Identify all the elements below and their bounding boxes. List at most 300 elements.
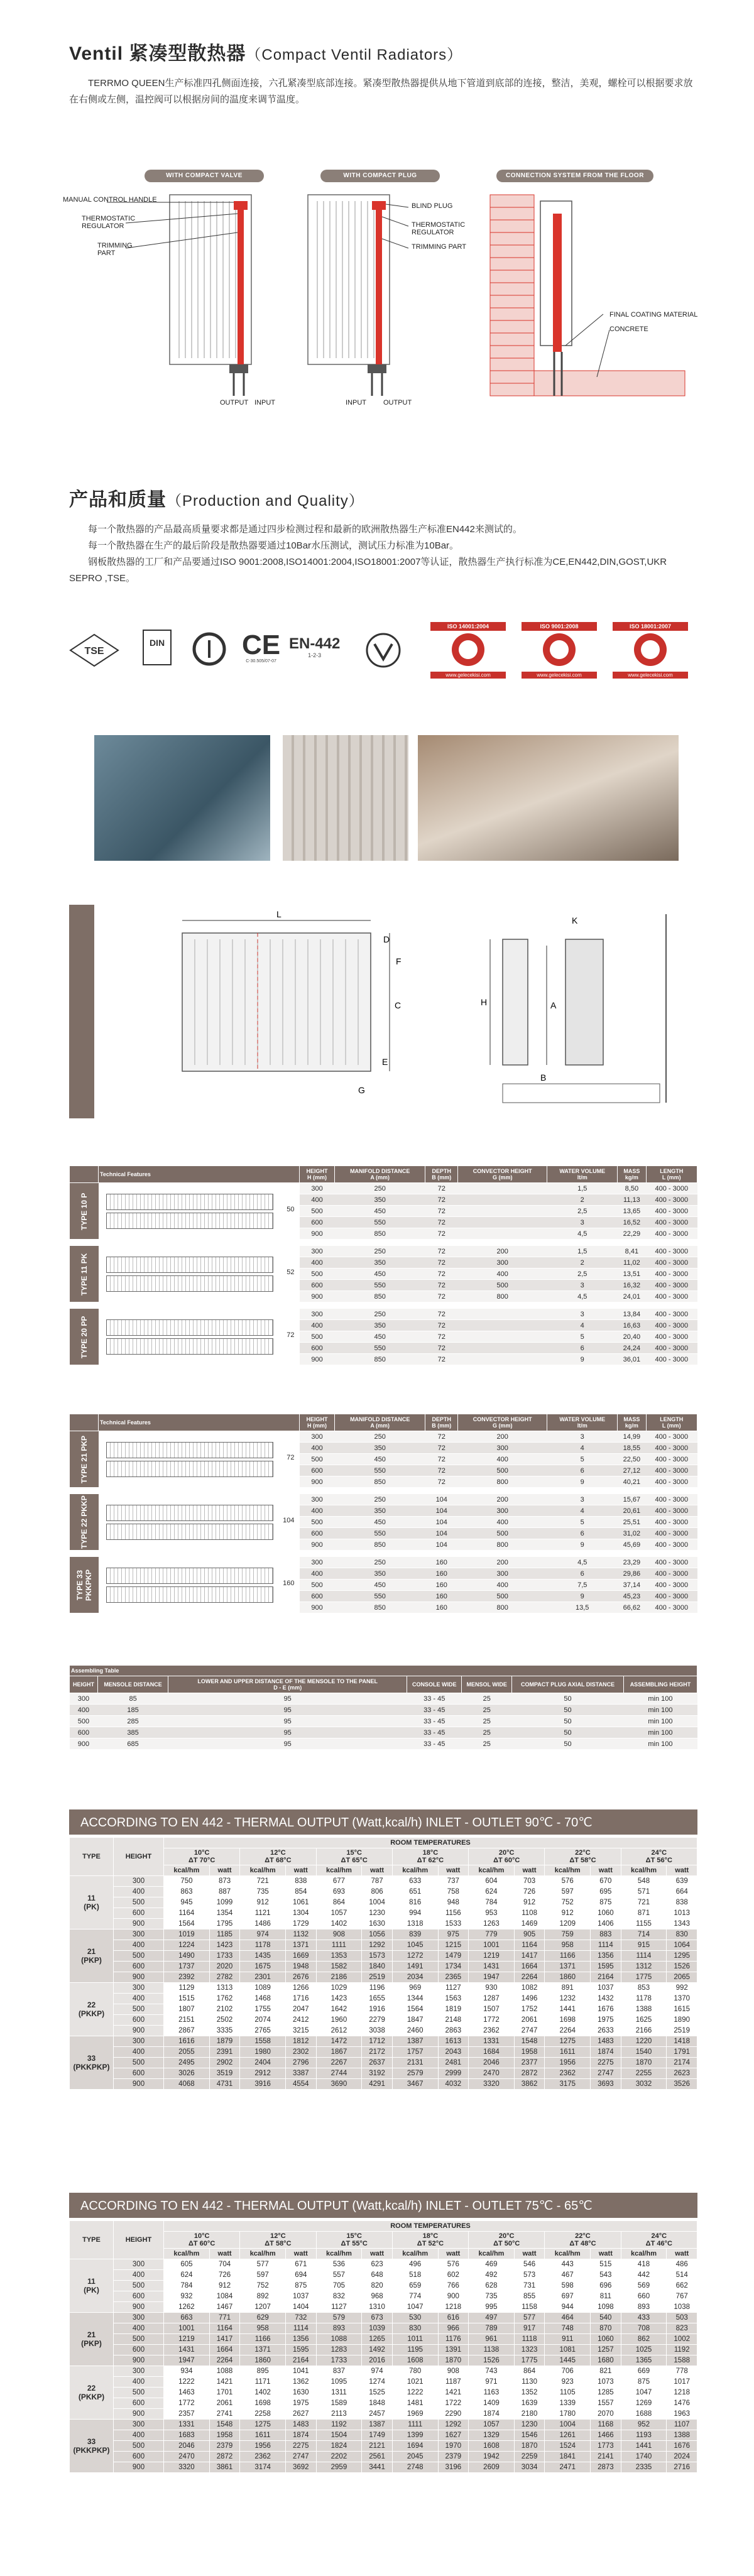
table-cell: 72 bbox=[425, 1269, 458, 1280]
table-cell: 600 bbox=[114, 2291, 164, 2302]
table-cell: 1431 bbox=[164, 2345, 210, 2355]
table-cell: 2633 bbox=[591, 2026, 621, 2036]
table-cell: 2379 bbox=[209, 2441, 239, 2452]
table-cell: 185 bbox=[97, 1705, 168, 1716]
table-cell: 3026 bbox=[164, 2068, 210, 2079]
table-row bbox=[70, 1940, 697, 1951]
table-cell: 669 bbox=[621, 2366, 667, 2377]
table-cell: 400 - 3000 bbox=[646, 1194, 697, 1206]
table-cell bbox=[458, 1206, 547, 1217]
label-output-2: OUTPUT bbox=[383, 399, 412, 407]
table-cell: 915 bbox=[621, 1940, 667, 1951]
table-cell: 29,86 bbox=[618, 1568, 646, 1580]
table-row bbox=[70, 1183, 697, 1194]
table-cell: 1683 bbox=[164, 2430, 210, 2441]
table-cell: 250 bbox=[335, 1557, 425, 1568]
type-label: TYPE 22 PKKP bbox=[70, 1494, 99, 1551]
table-cell: 400 - 3000 bbox=[646, 1465, 697, 1476]
table-cell: 2377 bbox=[514, 2058, 544, 2068]
table-cell: 1441 bbox=[621, 2441, 667, 2452]
table-cell: 160 bbox=[425, 1557, 458, 1568]
table-cell: 703 bbox=[514, 1876, 544, 1887]
table-cell: 1056 bbox=[362, 1929, 392, 1940]
table-cell: 1507 bbox=[469, 2004, 515, 2015]
table-cell: 685 bbox=[97, 1738, 168, 1750]
table-cell: 891 bbox=[545, 1983, 591, 1994]
table-cell: 1472 bbox=[316, 2036, 362, 2047]
table-cell: 800 bbox=[458, 1476, 547, 1488]
table-cell: 2744 bbox=[316, 2068, 362, 2079]
table-cell: 2290 bbox=[438, 2409, 468, 2420]
table-cell: 2392 bbox=[164, 1972, 210, 1983]
table-cell: 1274 bbox=[362, 2377, 392, 2388]
table-row bbox=[70, 2004, 697, 2015]
label-input-2: INPUT bbox=[346, 399, 366, 407]
ce-code: C-30.505/07-07 bbox=[246, 659, 276, 663]
table-cell: 1164 bbox=[209, 2323, 239, 2334]
table-cell: 1524 bbox=[545, 2441, 591, 2452]
table-cell: 7,5 bbox=[547, 1580, 618, 1591]
table-cell: 1615 bbox=[667, 2004, 697, 2015]
table-cell: 400 bbox=[300, 1257, 335, 1269]
quality-section bbox=[69, 484, 697, 587]
table-cell: 24,24 bbox=[618, 1343, 646, 1354]
table-cell: 706 bbox=[545, 2366, 591, 2377]
table-cell: 400 - 3000 bbox=[646, 1269, 697, 1280]
table-cell: 944 bbox=[545, 2302, 591, 2313]
table-cell: 953 bbox=[469, 1908, 515, 1919]
table-row bbox=[70, 2398, 697, 2409]
table-cell: 823 bbox=[667, 2323, 697, 2334]
table-cell bbox=[458, 1320, 547, 1331]
table-cell: 1608 bbox=[469, 2441, 515, 2452]
table-cell: 905 bbox=[514, 1929, 544, 1940]
table-cell: 900 bbox=[300, 1476, 335, 1488]
table-cell: 25 bbox=[462, 1705, 512, 1716]
table-cell: 721 bbox=[621, 1897, 667, 1908]
table-cell: 1387 bbox=[362, 2420, 392, 2430]
table-cell: 1669 bbox=[286, 1951, 316, 1962]
radiator-section-drawing bbox=[99, 1431, 300, 1488]
table-cell: 1421 bbox=[438, 2388, 468, 2398]
table-cell: 1088 bbox=[209, 2366, 239, 2377]
table-cell: 1266 bbox=[286, 1983, 316, 1994]
table-cell: 3196 bbox=[438, 2462, 468, 2473]
table-cell: 450 bbox=[335, 1517, 425, 1528]
table-cell: 697 bbox=[545, 2291, 591, 2302]
table-cell: 1275 bbox=[240, 2420, 286, 2430]
table-cell: 1722 bbox=[438, 2398, 468, 2409]
table-cell: 1037 bbox=[286, 2291, 316, 2302]
table-cell: 2519 bbox=[667, 2026, 697, 2036]
table-cell: 4 bbox=[547, 1320, 618, 1331]
table-cell: 1463 bbox=[164, 2388, 210, 2398]
table-cell: 1230 bbox=[514, 2420, 544, 2430]
table-cell: 1733 bbox=[209, 1951, 239, 1962]
table-cell: 600 bbox=[114, 2398, 164, 2409]
table-cell: 1431 bbox=[469, 1962, 515, 1972]
table-cell: 923 bbox=[545, 2377, 591, 2388]
table-cell: 72 bbox=[425, 1465, 458, 1476]
table-cell bbox=[458, 1194, 547, 1206]
table-row bbox=[70, 1919, 697, 1929]
table-cell: 2335 bbox=[621, 2462, 667, 2473]
table-cell: 45,69 bbox=[618, 1539, 646, 1551]
table-cell: 2255 bbox=[621, 2068, 667, 2079]
table-cell: 300 bbox=[300, 1309, 335, 1320]
table-cell: 400 - 3000 bbox=[646, 1320, 697, 1331]
table-cell: 663 bbox=[164, 2313, 210, 2323]
table-cell: 469 bbox=[469, 2259, 515, 2270]
table-cell: 850 bbox=[335, 1602, 425, 1613]
table-cell: 900 bbox=[300, 1602, 335, 1613]
table-cell: 1762 bbox=[209, 1994, 239, 2004]
temp-header: 10°C ΔT 70°C bbox=[164, 1848, 240, 1865]
table-cell: 624 bbox=[469, 1887, 515, 1897]
table-cell: 2912 bbox=[240, 2068, 286, 2079]
table-cell: 1840 bbox=[362, 1962, 392, 1972]
table-cell: 104 bbox=[425, 1539, 458, 1551]
table-cell: 2046 bbox=[469, 2058, 515, 2068]
table-cell: 1105 bbox=[545, 2388, 591, 2398]
table-cell: 1039 bbox=[362, 2323, 392, 2334]
table-cell: 660 bbox=[621, 2291, 667, 2302]
table-cell: 1595 bbox=[286, 2345, 316, 2355]
table-cell: 33 - 45 bbox=[407, 1716, 462, 1727]
table-cell: 2061 bbox=[514, 2015, 544, 2026]
table-cell: 1185 bbox=[209, 1929, 239, 1940]
table-cell: 600 bbox=[70, 1727, 98, 1738]
table-cell: 1469 bbox=[514, 1919, 544, 1929]
table-cell: 72 bbox=[425, 1183, 458, 1194]
table-cell: 2863 bbox=[438, 2026, 468, 2036]
type-header: TYPE bbox=[70, 2221, 114, 2259]
table-cell: 1870 bbox=[514, 2441, 544, 2452]
temp-header: 22°C ΔT 58°C bbox=[545, 1848, 621, 1865]
table-cell: 1163 bbox=[469, 2388, 515, 2398]
table-cell: 2460 bbox=[392, 2026, 438, 2036]
table-cell: 450 bbox=[335, 1206, 425, 1217]
table-cell: 6 bbox=[547, 1568, 618, 1580]
table-row bbox=[70, 2323, 697, 2334]
table-cell: 912 bbox=[514, 1897, 544, 1908]
table-cell: 895 bbox=[240, 2366, 286, 2377]
table-row bbox=[70, 1908, 697, 1919]
table-cell: 1178 bbox=[240, 1940, 286, 1951]
table-cell: 853 bbox=[621, 1983, 667, 1994]
table-cell: 300 bbox=[114, 2313, 164, 2323]
table-cell: 870 bbox=[591, 2323, 621, 2334]
table-cell: 400 - 3000 bbox=[646, 1206, 697, 1217]
table-cell: 550 bbox=[335, 1217, 425, 1228]
table-cell: 4,5 bbox=[547, 1228, 618, 1240]
table-cell: 1312 bbox=[621, 1962, 667, 1972]
table-row bbox=[70, 2259, 697, 2270]
table-cell: 1486 bbox=[240, 1919, 286, 1929]
table-cell: 900 bbox=[70, 1738, 98, 1750]
table-cell: 1057 bbox=[469, 2420, 515, 2430]
table-cell: 2148 bbox=[438, 2015, 468, 2026]
table-cell: 2046 bbox=[164, 2441, 210, 2452]
table-cell: 1339 bbox=[545, 2398, 591, 2409]
table-cell: 3519 bbox=[209, 2068, 239, 2079]
table-cell: 1108 bbox=[514, 1908, 544, 1919]
table-cell: 2379 bbox=[438, 2452, 468, 2462]
table-cell: 800 bbox=[458, 1291, 547, 1302]
table-cell: 696 bbox=[591, 2281, 621, 2291]
radiator-section-drawing bbox=[99, 1183, 300, 1240]
table-cell: 2782 bbox=[209, 1972, 239, 1983]
table-cell: 771 bbox=[209, 2313, 239, 2323]
table-cell: 832 bbox=[316, 2291, 362, 2302]
iso-18001-badge: ISO 18001:2007 www.gelecekisi.com bbox=[613, 622, 688, 679]
table-cell: 2357 bbox=[164, 2409, 210, 2420]
table-cell: 1563 bbox=[438, 1994, 468, 2004]
table-cell: 1701 bbox=[209, 2388, 239, 2398]
table-cell: 1388 bbox=[667, 2430, 697, 2441]
table-cell: 1684 bbox=[469, 2047, 515, 2058]
table-cell: 72 bbox=[425, 1257, 458, 1269]
table-cell: 2471 bbox=[545, 2462, 591, 2473]
table-cell: 750 bbox=[164, 1876, 210, 1887]
table-cell: 2609 bbox=[469, 2462, 515, 2473]
pct-logo-icon bbox=[192, 631, 229, 666]
table-cell: 1265 bbox=[362, 2334, 392, 2345]
table-cell: 2267 bbox=[316, 2058, 362, 2068]
temp-header: 12°C ΔT 68°C bbox=[240, 1848, 316, 1865]
table-cell: 20,40 bbox=[618, 1331, 646, 1343]
table-cell: 72 bbox=[425, 1343, 458, 1354]
table-cell: 1757 bbox=[392, 2047, 438, 2058]
table-cell: 557 bbox=[316, 2270, 362, 2281]
table-cell: 1356 bbox=[591, 1951, 621, 1962]
table-cell: 400 - 3000 bbox=[646, 1476, 697, 1488]
type-label: TYPE 21 PKP bbox=[70, 1431, 99, 1488]
table-cell: 871 bbox=[621, 1908, 667, 1919]
table-cell: 2747 bbox=[591, 2068, 621, 2079]
table-cell: 3526 bbox=[667, 2079, 697, 2090]
table-cell: 1694 bbox=[392, 2441, 438, 2452]
table-cell: 400 - 3000 bbox=[646, 1291, 697, 1302]
table-cell: 450 bbox=[335, 1580, 425, 1591]
table-cell: 759 bbox=[545, 1929, 591, 1940]
table-cell: 72 bbox=[425, 1454, 458, 1465]
table-row bbox=[70, 1983, 697, 1994]
table-row bbox=[70, 1929, 697, 1940]
table-cell: 1533 bbox=[438, 1919, 468, 1929]
table-cell: 250 bbox=[335, 1431, 425, 1443]
tse-logo-icon bbox=[69, 631, 119, 669]
table-cell: 1630 bbox=[286, 2388, 316, 2398]
table-cell: 1879 bbox=[209, 2036, 239, 2047]
spec-table-2: Technical Features HEIGHT H (mm) MANIFOLD DISTANCE A (mm) DEPTH B (mm) CONVECTOR HEIGHT G (mm) WATER VOLUME lt/m MASS kg/m LENGTH L (mm) TYPE 21 PKP 72 300 250 72 200 3 14,99 400 - 3000 400 350 72 300 4 18,55 400 - 3000 500 450 72 400 5 22,50 400 - 3000 600 550 72 500 6 27,12 400 - 3000 900 850 72 800 9 40,21 400 - 3000 TYPE 22 PKKP 104 300 250 104 200 3 15,67 400 - 3000 400 350 104 300 4 20,61 400 - 3000 500 450 104 400 5 25,51 400 - 3000 600 550 104 500 6 31,02 400 - 3000 900 850 104 800 9 45,69 400 - 3000 TYPE 33 PKKPKP 160 300 250 160 200 4,5 23,29 400 - 3000 400 350 160 300 6 29,86 400 - 3000 500 450 160 400 7,5 37,14 400 - 3000 600 550 160 500 9 45,23 400 - 3000 900 850 160 800 13,5 66,62 400 - 3000 bbox=[69, 1414, 697, 1613]
table-cell: 1874 bbox=[286, 2430, 316, 2441]
table-cell: 20,61 bbox=[618, 1505, 646, 1517]
table-cell: 1111 bbox=[316, 1940, 362, 1951]
table-cell: 1017 bbox=[667, 2377, 697, 2388]
table-cell: 2796 bbox=[286, 2058, 316, 2068]
table-cell: 72 bbox=[425, 1354, 458, 1365]
table-cell: 571 bbox=[621, 1887, 667, 1897]
table-cell: 33 - 45 bbox=[407, 1693, 462, 1705]
table-cell: 400 bbox=[300, 1568, 335, 1580]
table-cell: 892 bbox=[240, 2291, 286, 2302]
table-cell: 2034 bbox=[392, 1972, 438, 1983]
table-cell: 400 - 3000 bbox=[646, 1602, 697, 1613]
table-cell: 958 bbox=[240, 2323, 286, 2334]
table-cell: 837 bbox=[316, 2366, 362, 2377]
table-row bbox=[70, 1887, 697, 1897]
table-cell: 778 bbox=[667, 2366, 697, 2377]
table-cell: 2180 bbox=[514, 2409, 544, 2420]
table-cell: 1158 bbox=[514, 2302, 544, 2313]
assembling-table: Assembling Table HEIGHT MENSOLE DISTANCE LOWER AND UPPER DISTANCE OF THE MENSOLE TO THE PANEL D - E (mm) CONSOLE WIDE MENSOL WIDE COMPACT PLUG AXIAL DISTANCE ASSEMBLING HEIGHT 300 85 95 33 - 45 25 50 min 100 400 185 95 33 - 45 25 50 min 100 500 285 95 33 - 45 25 50 min 100 600 385 95 33 - 45 25 50 min 100 900 685 95 33 - 45 25 50 min 100 bbox=[69, 1665, 697, 1750]
type-label: 11 (PK) bbox=[70, 2259, 114, 2313]
table-cell: 72 bbox=[425, 1431, 458, 1443]
table-cell: 450 bbox=[335, 1331, 425, 1343]
factory-photo-2 bbox=[283, 735, 408, 861]
table-cell: 400 - 3000 bbox=[646, 1354, 697, 1365]
table-cell: 952 bbox=[621, 2420, 667, 2430]
table-cell: 1088 bbox=[316, 2334, 362, 2345]
table-cell: 932 bbox=[164, 2291, 210, 2302]
table-cell: 1958 bbox=[514, 2047, 544, 2058]
table-cell: 1292 bbox=[362, 1940, 392, 1951]
table-cell: 36,01 bbox=[618, 1354, 646, 1365]
table-cell: 1564 bbox=[164, 1919, 210, 1929]
table-cell: 1423 bbox=[316, 1994, 362, 2004]
table-cell: 300 bbox=[458, 1257, 547, 1269]
table-cell: 1311 bbox=[316, 2388, 362, 2398]
table-cell: 2481 bbox=[438, 2058, 468, 2068]
table-cell: 2867 bbox=[164, 2026, 210, 2036]
table-cell: 1466 bbox=[591, 2430, 621, 2441]
table-cell: 1353 bbox=[316, 1951, 362, 1962]
label-thermostatic-2: THERMOSTATIC bbox=[412, 221, 466, 229]
table-cell: 2495 bbox=[164, 2058, 210, 2068]
table-cell: 600 bbox=[300, 1343, 335, 1354]
table-cell: 1060 bbox=[591, 2334, 621, 2345]
table-cell: 694 bbox=[286, 2270, 316, 2281]
table-cell: 2302 bbox=[286, 2047, 316, 2058]
table-cell: 72 bbox=[425, 1217, 458, 1228]
label-final-coating: FINAL COATING MATERIAL bbox=[609, 311, 698, 319]
table-cell: 550 bbox=[335, 1528, 425, 1539]
table-row bbox=[70, 2420, 697, 2430]
table-cell: 780 bbox=[392, 2366, 438, 2377]
table-cell: 1417 bbox=[209, 2334, 239, 2345]
factory-photo-1 bbox=[94, 735, 270, 861]
table-cell: 250 bbox=[335, 1183, 425, 1194]
table-cell: 1002 bbox=[667, 2334, 697, 2345]
table-cell: 16,52 bbox=[618, 1217, 646, 1228]
table-cell: 95 bbox=[168, 1705, 407, 1716]
table-cell: 1362 bbox=[286, 2377, 316, 2388]
temp-header: 18°C ΔT 52°C bbox=[392, 2232, 468, 2249]
table-cell: 2047 bbox=[286, 2004, 316, 2015]
thermal-table-90-70: ACCORDING TO EN 442 - THERMAL OUTPUT (Watt,kcal/h) INLET - OUTLET 90℃ - 70℃ TYPE HEIGHT ROOM TEMPERATURES 10°C ΔT 70°C 12°C ΔT 68°C 15°C ΔT 65°C 18°C ΔT 62°C 20°C ΔT 60°C 22°C ΔT 58°C 24°C ΔT 56°C kcal/hm watt kcal/hm watt kcal/hm watt kcal/hm watt kcal/hm watt kcal/hm watt kcal/hm watt 11 (PK) 300 750 873 721 838 677 787 633 737 604 703 576 670 548 639 400 863 887 735 854 693 806 651 758 624 726 597 695 571 664 500 945 1099 912 1061 864 1004 816 948 784 912 752 875 721 838 600 1164 1354 1121 1304 1057 1230 994 1156 953 1108 912 1060 871 1013 900 1564 1795 1486 1729 1402 1630 1318 1533 1263 1469 1209 1406 1155 1343 21 (PKP) 300 1019 1185 974 1132 908 1056 839 975 779 905 759 883 714 830 400 1224 1423 1178 1371 1111 1292 1045 1215 1001 1164 958 1114 915 1064 500 1490 1733 1435 1669 1353 1573 1272 1479 1219 1417 1166 1356 1114 1295 600 1737 2020 1675 1948 1582 1840 1491 1734 1431 1664 1371 1595 1312 1526 900 2392 2782 2301 2676 2186 2519 2034 2365 1947 2264 1860 2164 1775 2065 22 (PKKP) 300 1129 1313 1089 1266 1029 1196 969 1127 930 1082 891 1037 853 992 400 1515 1762 1468 1716 1423 1655 1344 1563 1287 1496 1232 1432 1178 1370 500 1807 2102 1755 2047 1642 1916 1564 1819 1507 1752 1441 1676 1388 1615 600 2151 2502 2074 2412 1960 2279 1847 2148 1772 2061 1698 1975 1625 1890 900 2867 3335 2765 3215 2612 3038 2460 2863 2362 2747 2264 2633 2166 2519 33 (PKKPKP) 300 1616 1879 1558 1812 1472 1712 1387 1613 1331 1548 1275 1483 1220 1418 400 2055 2391 1980 2302 1867 2172 1757 2043 1684 1958 1611 1874 1540 1791 500 2495 2902 2404 2796 2267 2637 2131 2481 2046 2377 1956 2275 1870 2174 600 3026 3519 2912 3387 2744 3192 2579 2999 2470 2872 2362 2747 2255 2623 900 4068 4731 3916 4554 3690 4291 3467 4032 3320 3862 3175 3693 3032 3526 bbox=[69, 1809, 697, 2090]
table-cell: 600 bbox=[300, 1465, 335, 1476]
type-label: 11 (PK) bbox=[70, 1876, 114, 1929]
table-cell: 300 bbox=[300, 1494, 335, 1505]
table-cell: 250 bbox=[335, 1246, 425, 1257]
table-cell: 1432 bbox=[591, 1994, 621, 2004]
table-cell: 597 bbox=[545, 1887, 591, 1897]
table-row bbox=[70, 1431, 697, 1443]
table-row bbox=[70, 2036, 697, 2047]
table-cell: 1870 bbox=[621, 2058, 667, 2068]
table-cell: 2747 bbox=[286, 2452, 316, 2462]
table-cell: 503 bbox=[667, 2313, 697, 2323]
table-cell: 500 bbox=[114, 1951, 164, 1962]
table-cell: 1114 bbox=[591, 1940, 621, 1951]
table-row bbox=[70, 2026, 697, 2036]
table-cell: 25 bbox=[462, 1716, 512, 1727]
table-cell: 300 bbox=[114, 2420, 164, 2430]
table-row bbox=[70, 1951, 697, 1962]
table-cell: 2470 bbox=[164, 2452, 210, 2462]
svg-text:G: G bbox=[358, 1085, 365, 1095]
table-cell: 492 bbox=[469, 2270, 515, 2281]
table-cell: 400 - 3000 bbox=[646, 1494, 697, 1505]
table-cell: 400 - 3000 bbox=[646, 1217, 697, 1228]
table-cell: 486 bbox=[667, 2259, 697, 2270]
table-row bbox=[70, 2345, 697, 2355]
table-cell: 350 bbox=[335, 1505, 425, 1517]
table-cell: 1780 bbox=[545, 2409, 591, 2420]
table-cell: 1166 bbox=[240, 2334, 286, 2345]
table-cell: 806 bbox=[362, 1887, 392, 1897]
temp-header: 10°C ΔT 60°C bbox=[164, 2232, 240, 2249]
table-cell: 1616 bbox=[164, 2036, 210, 2047]
table-cell: 72 bbox=[425, 1320, 458, 1331]
table-cell: 569 bbox=[621, 2281, 667, 2291]
table-cell: 1402 bbox=[316, 1919, 362, 1929]
table-cell: 1084 bbox=[209, 2291, 239, 2302]
table-cell: 550 bbox=[335, 1343, 425, 1354]
type-label: 22 (PKKP) bbox=[70, 1983, 114, 2036]
table-cell: 72 bbox=[425, 1246, 458, 1257]
table-row bbox=[70, 2015, 697, 2026]
table-cell: 616 bbox=[438, 2313, 468, 2323]
label-regulator-1: REGULATOR bbox=[82, 222, 124, 230]
table-cell: 3175 bbox=[545, 2079, 591, 2090]
type-label: 21 (PKP) bbox=[70, 1929, 114, 1983]
table-cell: 1114 bbox=[621, 1951, 667, 1962]
table-cell: 1848 bbox=[362, 2398, 392, 2409]
table-cell: 850 bbox=[335, 1228, 425, 1240]
table-cell: 5 bbox=[547, 1454, 618, 1465]
table-cell: 1942 bbox=[469, 2452, 515, 2462]
table-row bbox=[70, 2366, 697, 2377]
table-cell: 1230 bbox=[362, 1908, 392, 1919]
table-cell: 160 bbox=[425, 1602, 458, 1613]
table-cell: 2164 bbox=[286, 2355, 316, 2366]
table-cell: 2412 bbox=[286, 2015, 316, 2026]
table-cell: 4 bbox=[547, 1505, 618, 1517]
table-cell: 2627 bbox=[286, 2409, 316, 2420]
table-cell: 8,41 bbox=[618, 1246, 646, 1257]
table-cell: 864 bbox=[316, 1897, 362, 1908]
table-cell: 550 bbox=[335, 1591, 425, 1602]
table-cell: min 100 bbox=[623, 1727, 697, 1738]
table-cell: 1947 bbox=[469, 1972, 515, 1983]
label-part-1: PART bbox=[97, 249, 116, 257]
table-cell: 600 bbox=[114, 1908, 164, 1919]
table-cell: 2172 bbox=[362, 2047, 392, 2058]
floor-connection-diagram bbox=[484, 188, 691, 421]
table-cell: 1688 bbox=[621, 2409, 667, 2420]
